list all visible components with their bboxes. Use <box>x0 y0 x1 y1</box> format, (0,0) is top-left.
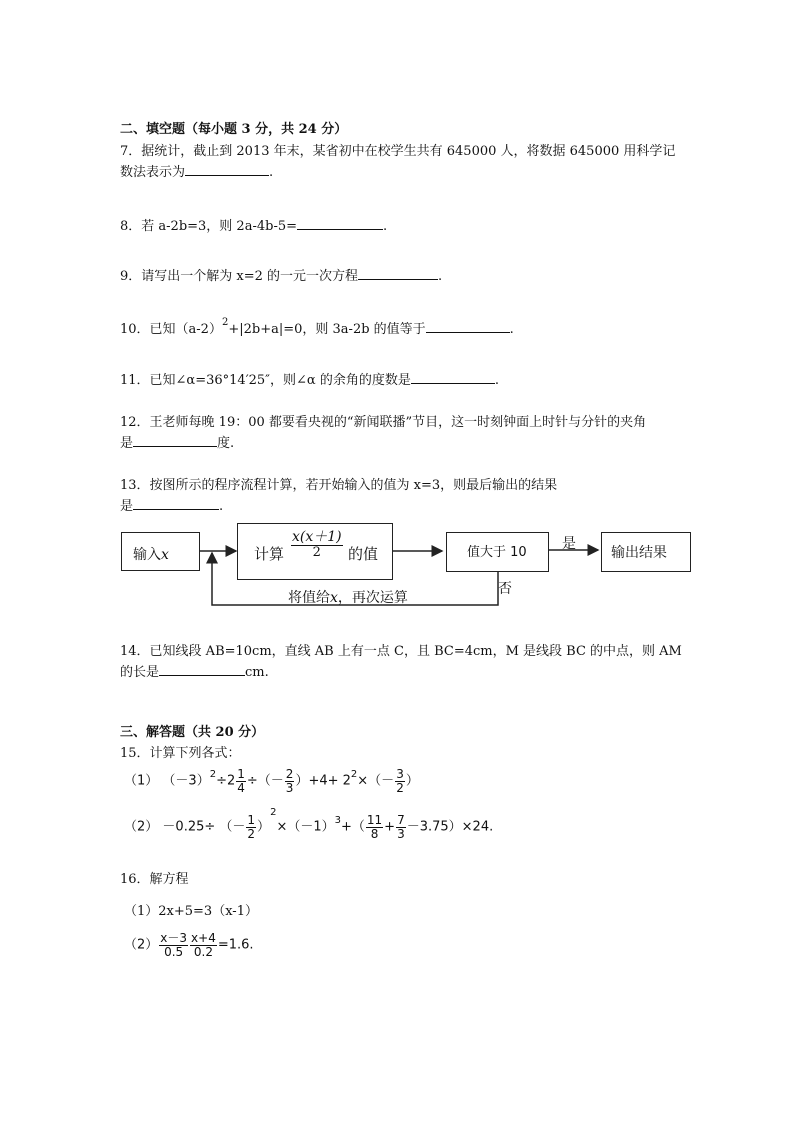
no-label: 否 <box>498 581 512 597</box>
p1-exp: 2 <box>209 768 217 780</box>
compare-label: 值大于 10 <box>467 545 527 560</box>
q13-period: . <box>219 499 224 514</box>
p2-fraction-3: $\frac{7}{3}$ <box>397 813 405 841</box>
e2-fraction-1: $\frac{x-3}{0.5}$ <box>160 931 188 959</box>
q7-text: 数法表示为 <box>120 165 186 180</box>
p1-a: （－3） <box>162 773 210 789</box>
p2-exp2: 2 <box>270 806 277 818</box>
p2-label: （2） <box>124 819 159 835</box>
equation-16-2 <box>124 932 254 958</box>
p2-e: －3.75）×24. <box>406 819 494 835</box>
p1-c: ÷（－ <box>246 773 284 789</box>
q14-text-b: 的长是 <box>120 665 160 680</box>
question-14-line2 <box>120 661 269 680</box>
p2-c: ×（－1） <box>276 819 335 835</box>
question-14-line1: 14．已知线段 AB=10cm，直线 AB 上有一点 C，且 BC=4cm，M 是线段 BC 的中点，则 AM <box>120 644 682 659</box>
question-7-line1: 7．据统计，截止到 2013 年末，某省初中在校学生共有 645000 人，将数据 645000 用科学记 <box>120 144 676 159</box>
question-12-line1: 12．王老师每晚 19：00 都要看央视的“新闻联播”节目，这一时刻钟面上时针与分针的夹角 <box>120 415 647 430</box>
q8-text: 8．若 a-2b=3，则 2a-4b-5= <box>120 219 297 234</box>
calculate-box <box>237 523 393 580</box>
p2-fraction-1: $\frac{1}{2}$ <box>247 813 256 841</box>
p1-label: （1） <box>124 773 159 789</box>
p2-plus: + <box>384 819 396 835</box>
p1-fraction-3: $\frac{3}{2}$ <box>396 767 404 795</box>
output-box <box>601 532 691 572</box>
p1-fraction-2: $\frac{2}{3}$ <box>285 767 294 795</box>
calc-fraction <box>291 530 343 559</box>
p1-d: ）+4+ 2 <box>295 773 351 789</box>
p1-b: ÷2 <box>216 773 236 789</box>
q10-text-b: +|2b+a|=0，则 3a-2b 的值等于 <box>228 322 426 337</box>
e2-tail: =1.6. <box>217 937 254 953</box>
p1-e: ×（－ <box>357 773 395 789</box>
q12-text-c: 度. <box>217 436 235 451</box>
q10-exponent: 2 <box>221 317 229 328</box>
section-3-title: 三、解答题（共 20 分） <box>120 725 265 740</box>
q9-period: . <box>438 269 443 284</box>
e2-fraction-2: $\frac{x+4}{0.2}$ <box>191 931 216 959</box>
problem-15-2 <box>124 806 494 841</box>
calc-fraction-numerator: x(x＋1) <box>292 529 342 545</box>
section-2-title: 二、填空题（每小题 3 分，共 24 分） <box>120 122 348 137</box>
q13-text-b: 是 <box>120 499 134 514</box>
question-16: 16．解方程 <box>120 872 189 887</box>
calc-suffix: 的值 <box>348 545 379 563</box>
q14-answer-blank[interactable] <box>159 662 245 676</box>
q14-text-c: cm. <box>245 665 269 680</box>
calc-prefix: 计算 <box>254 545 285 563</box>
q11-text: 11．已知∠α=36°14′25″，则∠α 的余角的度数是 <box>120 373 411 388</box>
q9-text: 9．请写出一个解为 x=2 的一元一次方程 <box>120 269 359 284</box>
input-box <box>121 532 200 571</box>
p2-exp3: 3 <box>334 814 341 826</box>
p2-fraction-2: $\frac{11}{8}$ <box>366 813 383 841</box>
p1-f: ） <box>405 773 419 789</box>
problem-15-1 <box>124 768 419 794</box>
q10-text-a: 10．已知（a-2） <box>120 322 222 337</box>
q8-period: . <box>383 219 388 234</box>
question-13-line1: 13．按图所示的程序流程计算，若开始输入的值为 x=3，则最后输出的结果 <box>120 478 558 493</box>
calc-fraction-denominator: 2 <box>312 544 321 560</box>
q11-period: . <box>494 373 499 388</box>
p2-a: －0.25÷ （－ <box>162 819 246 835</box>
p1-fraction-1: $\frac{1}{4}$ <box>237 767 245 795</box>
p2-d: +（ <box>340 819 365 835</box>
question-15: 15．计算下列各式： <box>120 746 241 761</box>
q12-text-b: 是 <box>120 436 134 451</box>
p2-b: ） <box>257 819 271 835</box>
e2-label: （2） <box>124 937 159 953</box>
p1-exp2: 2 <box>350 768 358 780</box>
yes-label: 是 <box>562 536 576 552</box>
q7-period: . <box>269 165 274 180</box>
output-label: 输出结果 <box>611 545 667 561</box>
input-label: 输入x <box>133 547 169 563</box>
q10-period: . <box>509 322 514 337</box>
loop-label: 将值给x，再次运算 <box>288 590 408 606</box>
equation-16-1: （1）2x+5=3（x-1） <box>124 904 258 919</box>
compare-box <box>446 532 549 572</box>
